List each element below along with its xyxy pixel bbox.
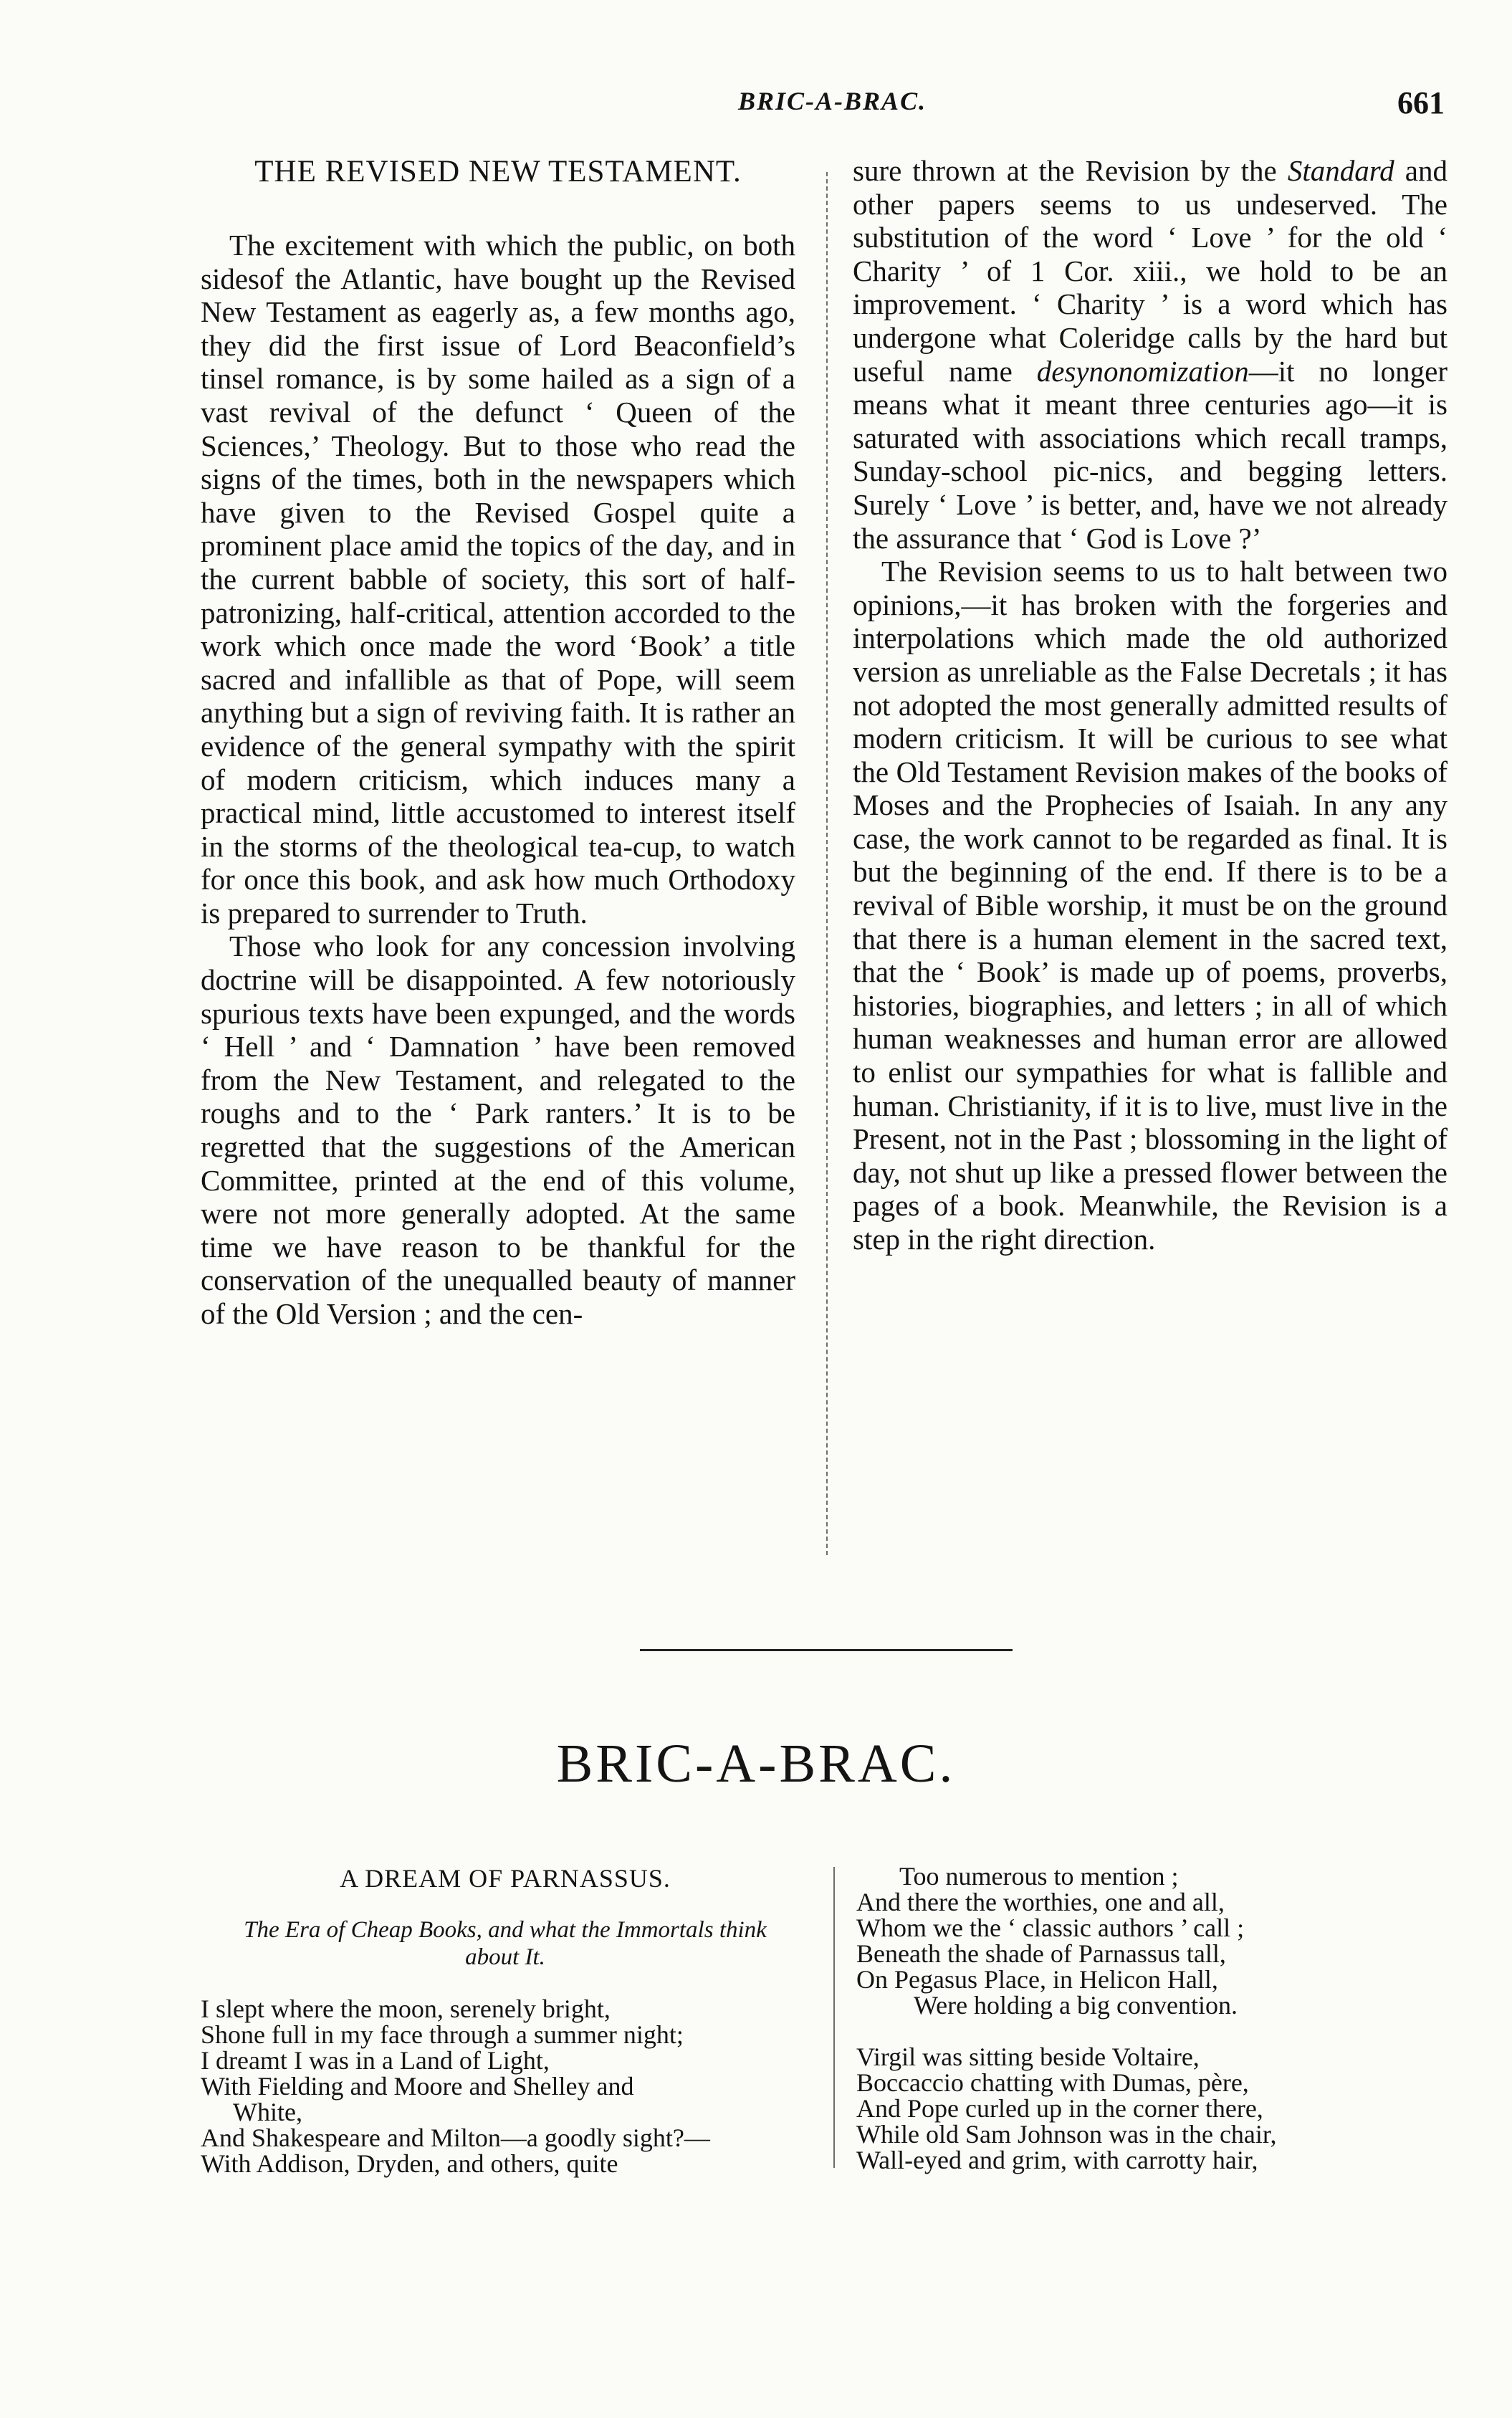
poem-line: On Pegasus Place, in Helicon Hall, [856,1965,1218,1994]
paragraph-text: and other papers seems to us undeserved. The substitution of the word ‘ Love ’ for the old ‘ Charity ’ of 1 Cor. xiii., we hold to be an improvement. ‘ Charity ’ is a word which has undergone what Coleridge calls by the hard but useful name [853,154,1448,388]
poem-line: Boccaccio chatting with Dumas, père, [856,2068,1249,2097]
column-divider [826,172,828,1555]
article-right-column [853,154,1448,1256]
poem-left-column [201,1863,810,2202]
section-rule [640,1649,1013,1651]
poem-line: Too numerous to mention ; [899,1862,1179,1891]
section-heading: BRIC-A-BRAC. [556,1734,956,1794]
poem-stanza [856,1863,1465,2018]
poem-line: I slept where the moon, serenely bright, [201,1994,611,2023]
paragraph-text: —it no longer means what it meant three centuries ago—it is saturated with associations which recall tramps, Sunday-school pic-nics, and begging letters. Surely ‘ Love ’ is better, and, have we not already the assurance that ‘ God is Love ?’ [853,354,1448,555]
paragraph-text: sure thrown at the Revision by the [853,154,1288,187]
poem-stanza [856,2044,1465,2173]
poem-line: Shone full in my face through a summer night; [201,2020,684,2049]
poem-title: A DREAM OF PARNASSUS. [340,1864,671,1893]
italic-term: desynonomization [1036,354,1249,388]
article-left-column [201,154,795,1331]
poem-line: And Pope curled up in the corner there, [856,2094,1263,2123]
poem-line: Were holding a big convention. [914,1991,1238,2020]
poem-line: Beneath the shade of Parnassus tall, [856,1939,1226,1968]
article-paragraph: Those who look for any concession involving doctrine will be disappointed. A few notoriously spurious texts have been expunged, and the words ‘ Hell ’ and ‘ Damnation ’ have been removed from the New Testament, and relegated to the roughs and to the ‘ Park ranters.’ It is to be regretted that the suggestions of the American Committee, printed at the end of this volume, were not more generally adopted. At the same time we have reason to be thankful for the conservation of the unequalled beauty of manner of the Old Version ; and the cen- [201,930,795,1330]
poem-stanza [201,1996,810,2176]
page-number: 661 [1397,85,1445,120]
poem-line: Whom we the ‘ classic authors ’ call ; [856,1913,1245,1942]
poem-line: With Fielding and Moore and Shelley and [201,2072,634,2101]
poem-line: While old Sam Johnson was in the chair, [856,2120,1277,2149]
poem-line: Wall-eyed and grim, with carrotty hair, [856,2146,1258,2174]
running-head: BRIC-A-BRAC. [738,87,927,115]
poem-line: Virgil was sitting beside Voltaire, [856,2042,1200,2071]
poem-column-divider [833,1867,835,2168]
poem-line: I dreamt I was in a Land of Light, [201,2046,550,2075]
poem-subtitle: The Era of Cheap Books, and what the Immortals think about It. [244,1917,767,1970]
article-paragraph: The Revision seems to us to halt between two opinions,—it has broken with the forgeries and interpolations which made the old authorized version as unreliable as the False Decretals ; it has not adopted the most generally admitted results of modern criticism. It will be curious to see what the Old Testament Revision makes of the books of Moses and the Prophecies of Isaiah. In any any case, the work cannot to be regarded as final. It is but the beginning of the end. If there is to be a revival of Bible worship, it must be on the ground that there is a human element in the sacred text, that the ‘ Book’ is made up of poems, proverbs, histories, biographies, and letters ; in all of which human weaknesses and human error are allowed to enlist our sympathies for what is fallible and human. Christianity, if it is to live, must live in the Present, not in the Past ; blossoming in the light of day, not shut up like a pressed flower between the pages of a book. Meanwhile, the Revision is a step in the right direction. [853,555,1448,1256]
newspaper-name: Standard [1287,154,1394,187]
article-title: THE REVISED NEW TESTAMENT. [254,155,742,188]
article-paragraph: The excitement with which the public, on both sidesof the Atlantic, have bought up the Revised New Testament as eagerly as, a few months ago, they did the first issue of Lord Beaconfield’s tinsel romance, is by some hailed as a sign of a vast revival of the defunct ‘ Queen of the Sciences,’ Theology. But to those who read the signs of the times, both in the newspapers which have given to the Revised Gospel quite a prominent place amid the topics of the day, and in the current babble of society, this sort of half-patronizing, half-critical, attention accorded to the work which once made the word ‘Book’ a title sacred and infallible as that of Pope, will seem anything but a sign of reviving faith. It is rather an evidence of the general sympathy with the spirit of modern criticism, which induces many a practical mind, little accustomed to interest itself in the storms of the theological tea-cup, to watch for once this book, and ask how much Orthodoxy is prepared to surrender to Truth. [201,229,795,930]
article-paragraph [853,154,1448,555]
poem-line: With Addison, Dryden, and others, quite [201,2149,618,2178]
poem-line: White, [233,2098,302,2126]
poem-line: And Shakespeare and Milton—a goodly sight?— [201,2123,710,2152]
poem-right-column [856,1863,1465,2199]
poem-line: And there the worthies, one and all, [856,1888,1225,1916]
